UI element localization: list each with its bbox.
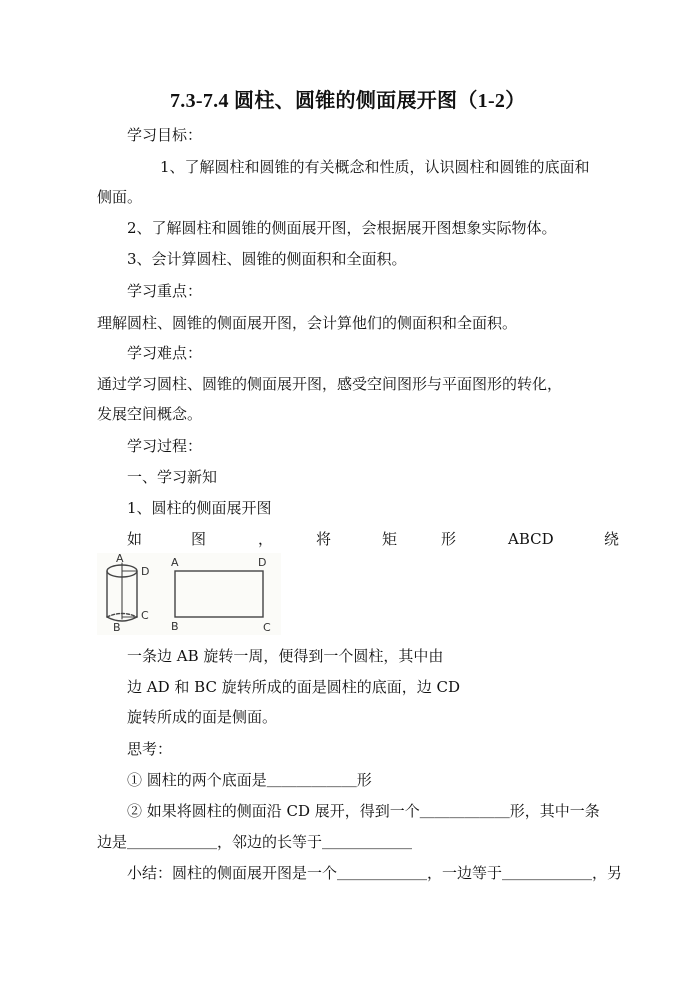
rect-label-a: A <box>171 556 179 569</box>
page-title: 7.3-7.4 圆柱、圆锥的侧面展开图（1-2） <box>170 90 526 112</box>
spread-word: 形 <box>441 530 457 548</box>
cylinder-figure <box>97 553 281 635</box>
spread-word: 图 <box>191 530 207 548</box>
process-line-c: 旋转所成的面是侧面。 <box>127 708 278 726</box>
objective-1-line1: 1、了解圆柱和圆锥的有关概念和性质，认识圆柱和圆锥的底面和 <box>160 158 590 176</box>
subsection-heading: 1、圆柱的侧面展开图 <box>127 499 272 517</box>
objectives-heading: 学习目标： <box>127 126 203 144</box>
cyl-label-a: A <box>116 553 124 565</box>
rect-label-d: D <box>258 556 267 569</box>
objective-2: 2、了解圆柱和圆锥的侧面展开图，会根据展开图想象实际物体。 <box>127 219 557 237</box>
process-line-b: 边 AD 和 BC 旋转所成的面是圆柱的底面，边 CD <box>127 678 460 696</box>
section-heading: 一、学习新知 <box>127 468 218 486</box>
key-points-heading: 学习重点： <box>127 282 203 300</box>
cyl-label-d: D <box>141 565 150 578</box>
objective-3: 3、会计算圆柱、圆锥的侧面积和全面积。 <box>127 250 407 268</box>
rect-label-c: C <box>263 621 271 634</box>
spread-word: 矩 <box>382 530 398 548</box>
spread-word: 如 <box>127 530 143 548</box>
key-points-text: 理解圆柱、圆锥的侧面展开图，会计算他们的侧面积和全面积。 <box>97 314 518 332</box>
think-q2-line2: 边是＿＿＿＿＿＿，邻边的长等于＿＿＿＿＿＿ <box>97 833 413 851</box>
summary-line: 小结：圆柱的侧面展开图是一个＿＿＿＿＿＿，一边等于＿＿＿＿＿＿，另 <box>127 864 623 882</box>
spread-word: ABCD <box>508 530 554 548</box>
difficulties-line1: 通过学习圆柱、圆锥的侧面展开图，感受空间图形与平面图形的转化， <box>97 375 563 393</box>
think-q1: ① 圆柱的两个底面是＿＿＿＿＿＿形 <box>127 771 372 789</box>
process-heading: 学习过程： <box>127 437 203 455</box>
objective-1-line2: 侧面。 <box>97 188 143 206</box>
spread-word: ， <box>258 530 274 548</box>
cyl-label-c: C <box>141 609 149 622</box>
spread-word: 将 <box>316 530 332 548</box>
rect-label-b: B <box>171 620 179 633</box>
think-heading: 思考： <box>127 740 173 758</box>
think-q2-line1: ② 如果将圆柱的侧面沿 CD 展开，得到一个＿＿＿＿＿＿形，其中一条 <box>127 802 600 820</box>
process-line-a: 一条边 AB 旋转一周，便得到一个圆柱，其中由 <box>127 647 444 665</box>
difficulties-line2: 发展空间概念。 <box>97 405 203 423</box>
cyl-label-b: B <box>113 621 121 634</box>
spread-word: 绕 <box>604 530 620 548</box>
difficulties-heading: 学习难点： <box>127 344 203 362</box>
